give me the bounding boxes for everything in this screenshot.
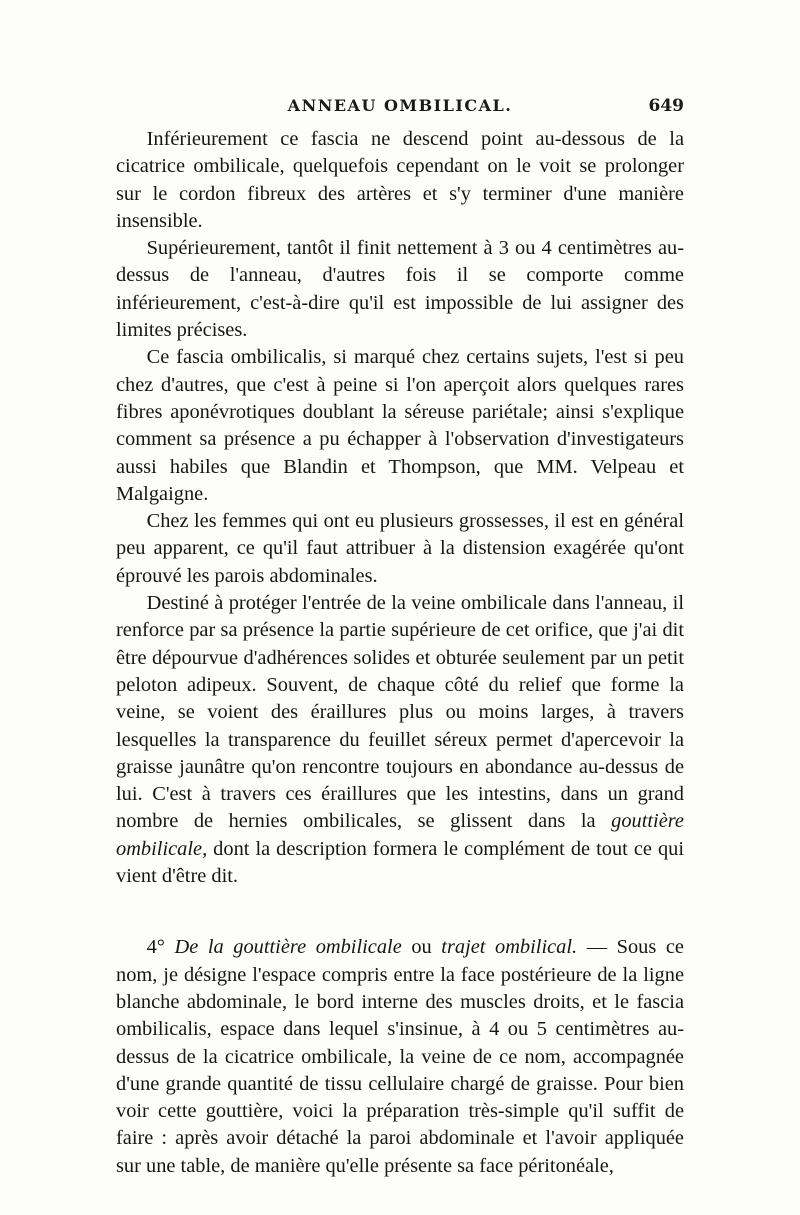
running-head: [116, 96, 684, 122]
paragraph-destine-end: dont la description formera le complément de tout ce qui vient d'être dit.: [116, 837, 684, 888]
italic-term-gouttiere: gouttière ombilicale,: [116, 810, 684, 860]
paragraph-inferieurement: Inférieurement ce fascia ne descend point au-dessous de la cicatrice ombilicale, quelquefois cependant on le voit se prolonger sur le cordon fibreux des artères et s'y terminer d'une manière insensible.: [116, 128, 684, 232]
section-heading-conj: ou: [401, 936, 442, 959]
paragraph-destine-text: Destiné à protéger l'entrée de la veine ombilicale dans l'anneau, il renforce par sa présence la partie supérieure de cet orifice, que j'ai dit être dépourvue d'adhérences solides et obturée seulement par un petit peloton adipeux. Souvent, de chaque côté du relief que forme la veine, se voient des éraillures plus ou moins larges, à travers lesquelles la transparence du feuillet séreux permet d'apercevoir la graisse jaunâtre qu'on rencontre toujours en abondance au-dessus de lui. C'est à travers ces éraillures que les intestins, dans un grand nombre de hernies ombilicales, se glissent dans la: [116, 592, 684, 833]
paragraph-superieurement: Supérieurement, tantôt il finit nettement à 3 ou 4 centimètres au-dessus de l'anneau, d'autres fois il se comporte comme inférieurement, c'est-à-dire qu'il est impossible de lui assigner des limites précises.: [116, 237, 684, 342]
section-4-text: — Sous ce nom, je désigne l'espace compris entre la face postérieure de la ligne blanche abdominale, le bord interne des muscles droits, et le fascia ombilicalis, espace dans lequel s'insinue, à 4 ou 5 centimètres au-dessus de la cicatrice ombilicale, la veine de ce nom, accompagnée d'une grande quantité de tissu cellulaire chargé de graisse. Pour bien voir cette gouttière, voici la préparation très-simple qu'il suffit de faire : après avoir détaché la paroi abdominale et l'avoir appliquée sur une table, de manière qu'elle présente sa face péritonéale,: [116, 936, 684, 1177]
paragraph-fascia-ombilicalis: Ce fascia ombilicalis, si marqué chez certains sujets, l'est si peu chez d'autres, que c'est à peine si l'on aperçoit alors quelques rares fibres aponévrotiques doublant la séreuse pariétale; ainsi s'explique comment sa présence a pu échapper à l'observation d'investigateurs aussi habiles que Blandin et Thompson, que MM. Velpeau et Malgaigne.: [116, 346, 684, 505]
section-heading-part2: trajet ombilical.: [441, 936, 578, 959]
section-4-paragraph: [116, 934, 684, 1180]
section-number: 4°: [146, 936, 165, 959]
page-number: 649: [648, 96, 684, 116]
body-text: [116, 126, 684, 1180]
section-heading-part1: De la gouttière ombilicale: [174, 936, 402, 959]
section-separator: [116, 890, 684, 934]
paragraph-femmes: Chez les femmes qui ont eu plusieurs grossesses, il est en général peu apparent, ce qu'il faut attribuer à la distension exagérée qu'ont éprouvé les parois abdominales.: [116, 510, 684, 587]
running-title: ANNEAU OMBILICAL.: [287, 96, 513, 115]
paragraph-destine: [116, 590, 684, 890]
